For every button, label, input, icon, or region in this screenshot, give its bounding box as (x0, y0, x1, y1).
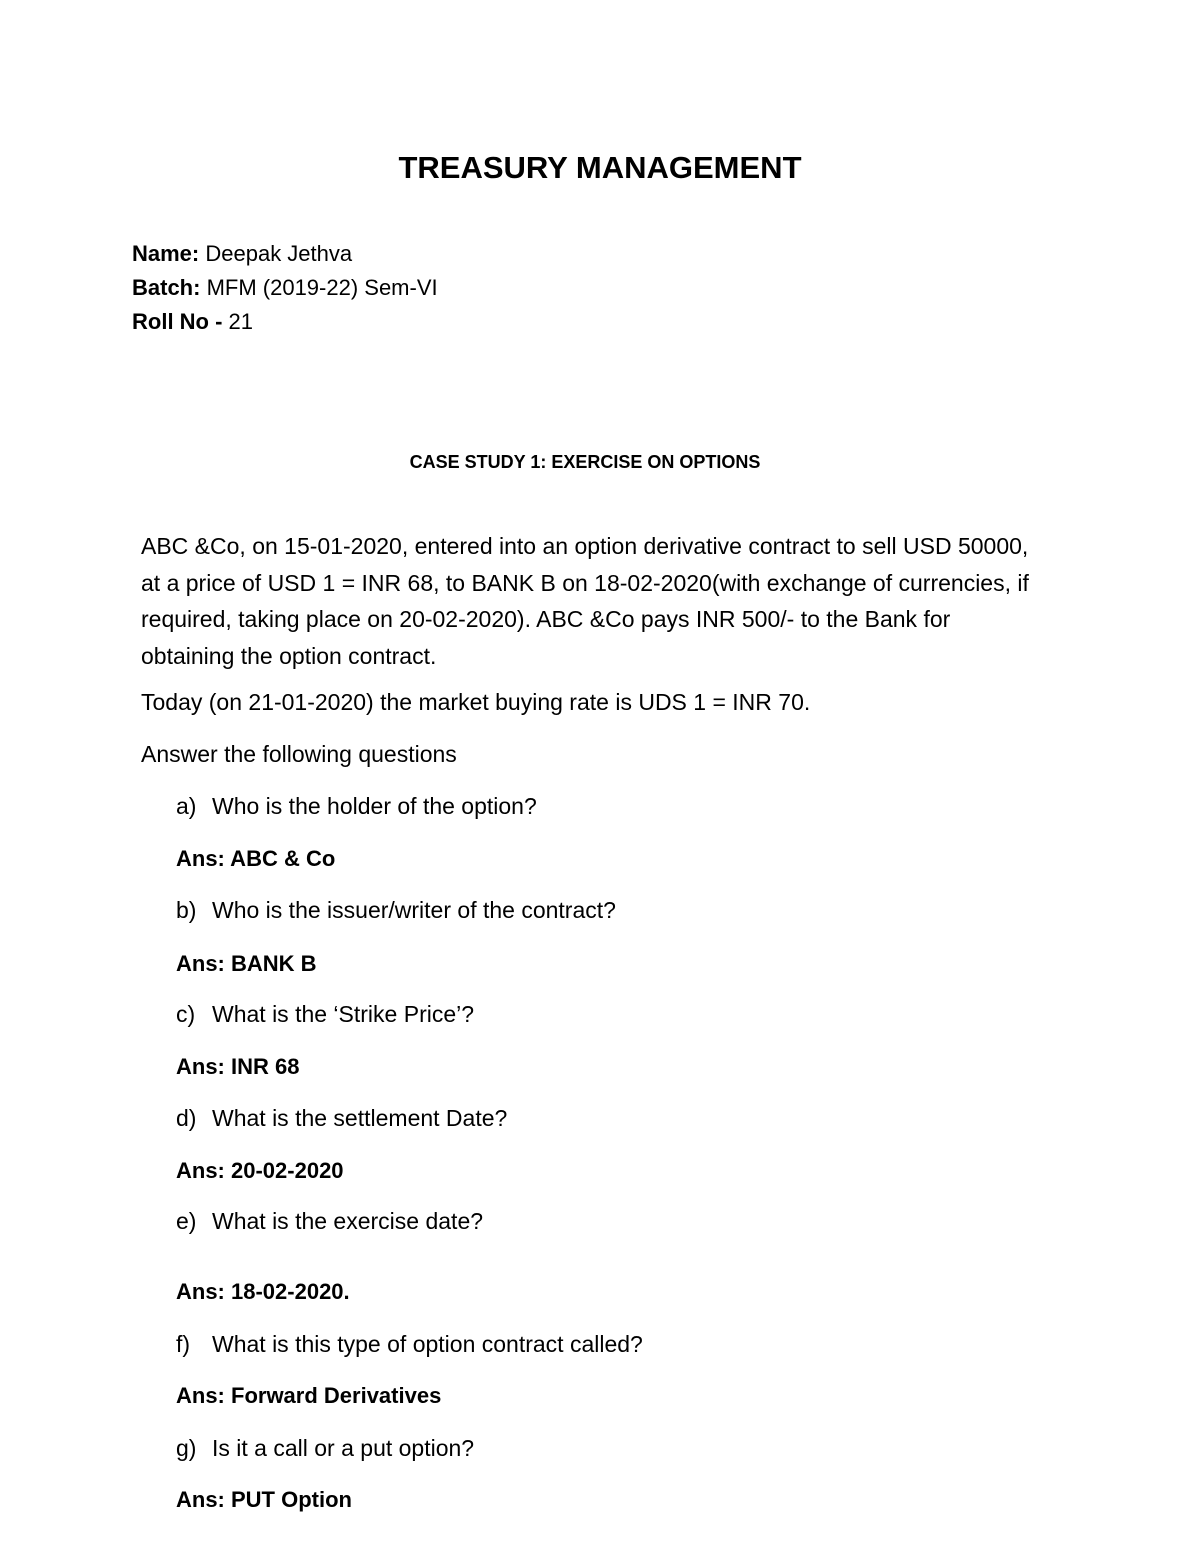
student-roll-line (132, 309, 253, 335)
batch-label: Batch: (132, 275, 201, 300)
question-b (176, 897, 616, 924)
today-rate-line: Today (on 21-01-2020) the market buying rate is UDS 1 = INR 70. (141, 689, 811, 715)
question-label: f) (176, 1331, 191, 1357)
page-title: TREASURY MANAGEMENT (398, 150, 802, 185)
question-f (176, 1331, 643, 1358)
answer-e: Ans: 18-02-2020. (176, 1279, 350, 1304)
roll-label: Roll No - (132, 309, 223, 334)
answer-g: Ans: PUT Option (176, 1487, 352, 1512)
question-g (176, 1435, 474, 1462)
question-text: Who is the holder of the option? (212, 793, 537, 819)
batch-value: MFM (2019-22) Sem-VI (200, 275, 438, 300)
answer-d: Ans: 20-02-2020 (176, 1158, 344, 1183)
roll-value: 21 (222, 309, 254, 334)
question-label: d) (176, 1105, 197, 1131)
answer-c: Ans: INR 68 (176, 1054, 300, 1079)
answer-a: Ans: ABC & Co (176, 846, 336, 871)
question-text: What is the ‘Strike Price’? (212, 1001, 475, 1027)
question-label: b) (176, 897, 197, 923)
question-label: g) (176, 1435, 197, 1461)
instruction-line: Answer the following questions (141, 741, 457, 767)
question-c (176, 1001, 474, 1028)
question-text: What is the exercise date? (212, 1208, 484, 1234)
name-value: Deepak Jethva (199, 241, 353, 266)
name-label: Name: (132, 241, 200, 266)
question-text: What is this type of option contract called? (212, 1331, 643, 1357)
question-label: a) (176, 793, 197, 819)
case-study-heading: CASE STUDY 1: EXERCISE ON OPTIONS (409, 452, 761, 472)
question-label: c) (176, 1001, 196, 1027)
student-batch-line (132, 275, 438, 301)
question-label: e) (176, 1208, 197, 1234)
question-e (176, 1208, 483, 1235)
question-text: What is the settlement Date? (212, 1105, 508, 1131)
question-text: Who is the issuer/writer of the contract? (212, 897, 616, 923)
case-paragraph: ABC &Co, on 15-01-2020, entered into an option derivative contract to sell USD 50000, at a price of USD 1 = INR 68, to BANK B on 18-02-2020(with exchange of currencies, if required, taking place on 20-02-2020). ABC &Co pays INR 500/- to the Bank for obtaining the option contract. (141, 533, 1029, 669)
student-name-line (132, 241, 352, 267)
answer-f: Ans: Forward Derivatives (176, 1383, 442, 1408)
question-text: Is it a call or a put option? (212, 1435, 475, 1461)
answer-b: Ans: BANK B (176, 951, 317, 976)
question-d (176, 1105, 507, 1132)
question-a (176, 793, 537, 820)
